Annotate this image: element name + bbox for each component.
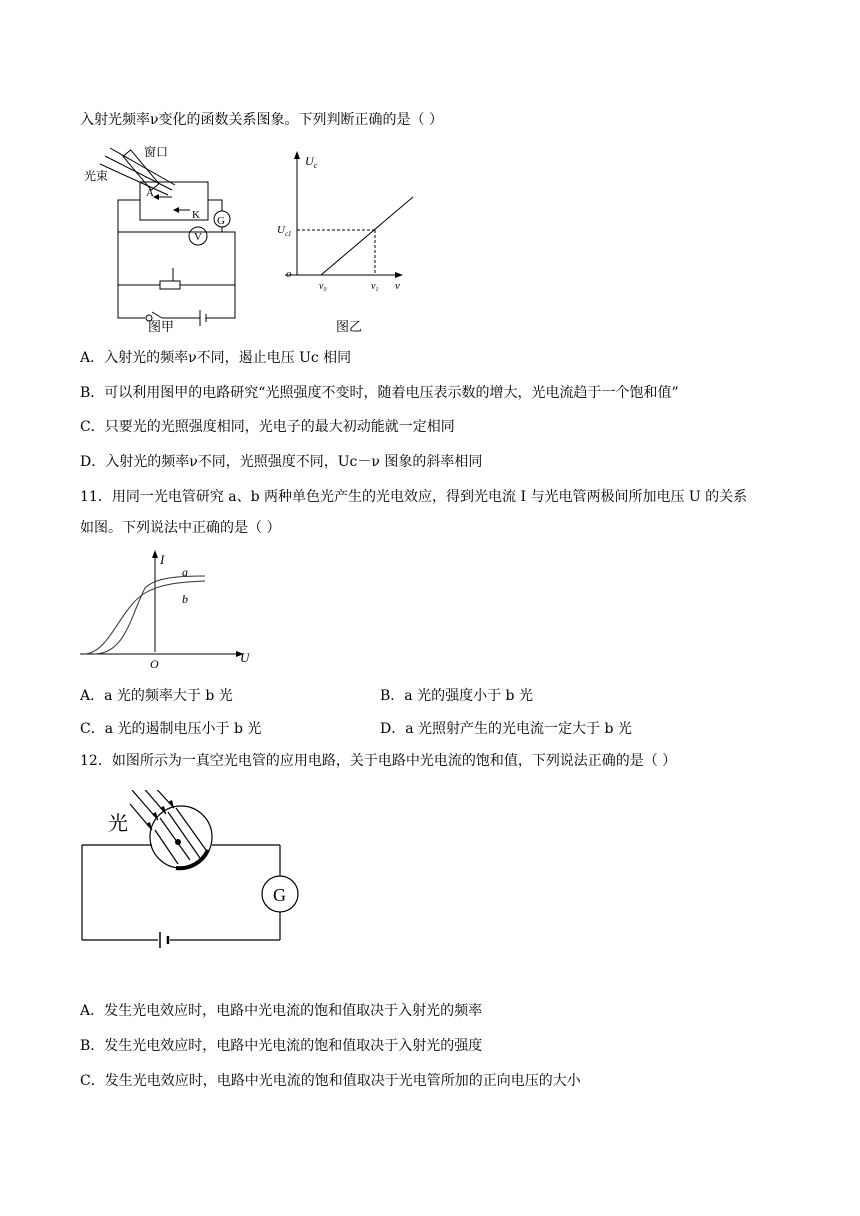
figure-b-graph <box>275 145 415 305</box>
galvanometer-label: G <box>217 215 225 227</box>
q11-iu-graph <box>80 548 255 673</box>
q11-option-d: D．a 光照射产生的光电流一定大于 b 光 <box>380 721 632 737</box>
q10-option-d: D．入射光的频率ν不同，光照强度不同，Uc－ν 图象的斜率相同 <box>80 454 483 470</box>
q11-stem-line1: 11．用同一光电管研究 a、b 两种单色光产生的光电效应，得到光电流 I 与光电管两极间所加电压 U 的关系 <box>80 489 748 505</box>
svg-text:Uc1: $U_{c1}$ <box>277 224 292 238</box>
q10-option-c: C．只要光的光照强度相同，光电子的最大初动能就一定相同 <box>80 419 455 435</box>
q10-option-b: B．可以利用图甲的电路研究“光照强度不变时，随着电压表示数的增大，光电流趋于一个饱和值” <box>80 385 679 401</box>
q11-option-c: C．a 光的遏制电压小于 b 光 <box>80 721 262 737</box>
beam-label: 光束 <box>84 169 109 183</box>
curve-a-label: a <box>182 565 188 579</box>
cathode-label: K <box>192 209 200 221</box>
q10-intro: 入射光频率ν变化的函数关系图象。下列判断正确的是（ ） <box>80 112 443 128</box>
q12-option-c: C．发生光电效应时，电路中光电流的饱和值取决于光电管所加的正向电压的大小 <box>80 1073 581 1089</box>
q11-stem-line2: 如图。下列说法中正确的是（ ） <box>80 520 281 536</box>
x-tick-v1: ν <box>371 281 376 292</box>
svg-text:ν0: $\nu_0$ <box>319 281 327 293</box>
q11-option-a: A．a 光的频率大于 b 光 <box>80 688 233 704</box>
i-axis-label: I <box>160 552 165 567</box>
figure-a-caption: 图甲 <box>148 320 175 335</box>
svg-text:ν1: $\nu_1$ <box>371 281 379 293</box>
graph-origin: o <box>286 268 292 280</box>
q11-option-b: B．a 光的强度小于 b 光 <box>380 688 533 704</box>
q10-option-a: A．入射光的频率ν不同，遏止电压 Uc 相同 <box>80 350 352 366</box>
q12-option-a: A．发生光电效应时，电路中光电流的饱和值取决于入射光的频率 <box>80 1003 483 1019</box>
x-axis-label: ν <box>395 280 400 292</box>
q12-stem: 12．如图所示为一真空光电管的应用电路，关于电路中光电流的饱和值，下列说法正确的是（ ） <box>80 753 677 769</box>
window-label: 窗口 <box>144 145 169 159</box>
figure-b-caption: 图乙 <box>336 320 363 335</box>
u-axis-label: U <box>240 650 250 665</box>
q12-galvanometer-label: G <box>273 885 286 905</box>
q12-option-b: B．发生光电效应时，电路中光电流的饱和值取决于入射光的强度 <box>80 1038 483 1054</box>
q12-phototube-circuit <box>80 790 305 960</box>
voltmeter-label: V <box>194 231 202 243</box>
curve-b-label: b <box>182 592 188 606</box>
figure-a-circuit <box>80 140 270 335</box>
anode-label: A <box>146 187 154 199</box>
light-label: 光 <box>108 813 128 835</box>
q11-origin: O <box>150 657 159 671</box>
y-axis-label: U <box>305 154 314 168</box>
x-tick-v0: ν <box>319 281 324 292</box>
y-tick-uc1: U <box>277 224 285 236</box>
svg-text:Uc: $U_c$ <box>305 154 318 170</box>
